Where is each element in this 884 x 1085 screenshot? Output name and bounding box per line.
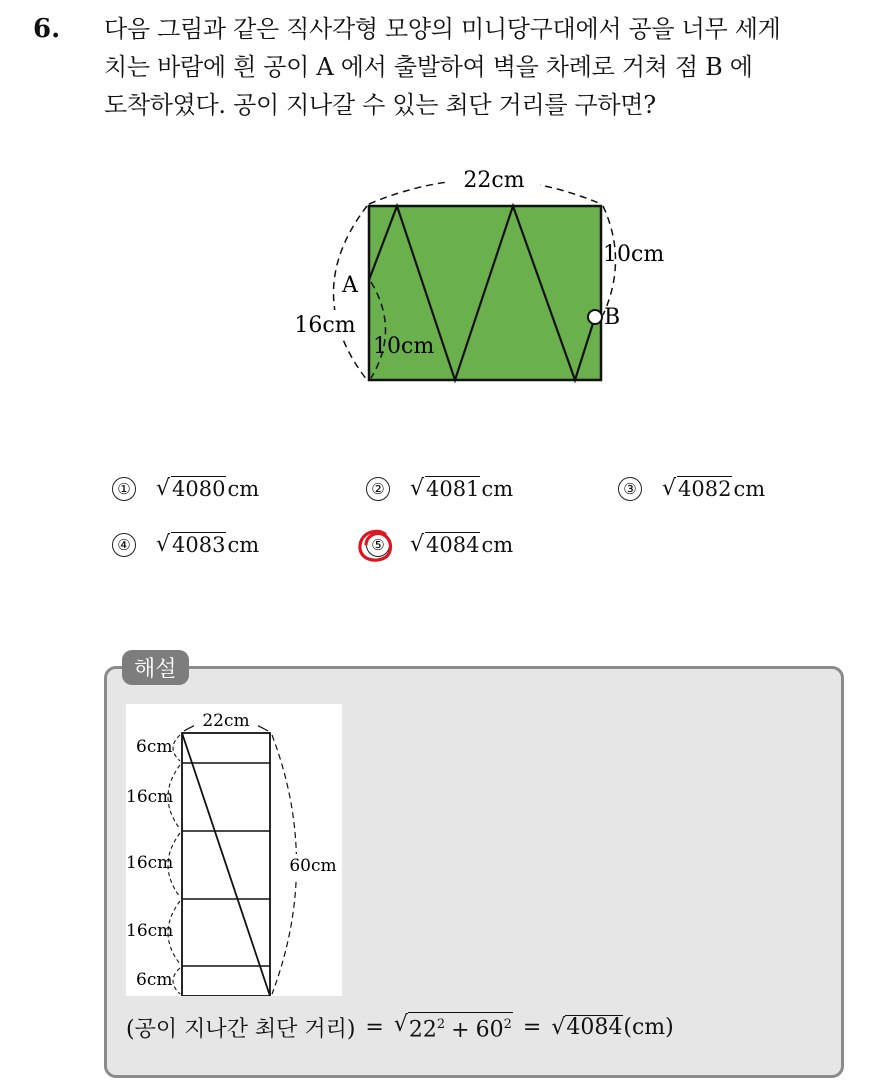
unit: cm — [227, 476, 260, 501]
unit: cm — [733, 476, 766, 501]
segment-label: 16cm — [126, 853, 174, 873]
solution-figure — [126, 704, 342, 996]
question-number: 6. — [33, 14, 61, 44]
choice-number: ③ — [618, 477, 642, 501]
equals-sign: = — [365, 1015, 384, 1040]
left-inner-label: 10cm — [373, 334, 435, 359]
sqrt-expression: √ $22^2 + 60^2$ — [393, 1012, 512, 1043]
sqrt-expression: √ 4083 — [156, 532, 226, 557]
exponent: 2 — [503, 1017, 512, 1033]
radicand: 4080 — [172, 477, 226, 501]
question-line: 치는 바람에 흰 공이 A 에서 출발하여 벽을 차례로 거쳐 점 B 에 — [104, 53, 753, 81]
radicand: 4084 — [566, 1015, 623, 1040]
sqrt-expression: √ 4084 — [410, 532, 480, 557]
question-text — [104, 10, 864, 124]
segment-label: 6cm — [136, 737, 173, 757]
billiard-figure — [270, 160, 690, 400]
unfolded-diagram — [126, 704, 342, 996]
question-line: 다음 그림과 같은 직사각형 모양의 미니당구대에서 공을 너무 세게 — [104, 15, 781, 43]
choice-3[interactable] — [618, 476, 765, 501]
sqrt-expression: √ 4080 — [156, 476, 226, 501]
top-width-label: 22cm — [202, 711, 250, 731]
choice-number: ② — [366, 477, 390, 501]
segment-label: 6cm — [136, 970, 173, 990]
width-label: 22cm — [463, 168, 525, 193]
unit: cm — [481, 532, 514, 557]
radicand: 4084 — [426, 533, 480, 557]
choice-4[interactable] — [112, 532, 259, 557]
radicand-part: 22 — [408, 1017, 437, 1043]
solution-tag: 해설 — [122, 650, 189, 685]
answer-circle-mark — [355, 526, 395, 566]
segment-label: 16cm — [126, 921, 174, 941]
unit: cm — [227, 532, 260, 557]
segment-label: 16cm — [126, 787, 174, 807]
solution-equation — [126, 1012, 674, 1043]
choice-2[interactable] — [366, 476, 513, 501]
equals-sign: = — [522, 1015, 542, 1040]
choice-number: ④ — [112, 533, 136, 557]
unit: cm — [481, 476, 514, 501]
point-b-ball — [588, 310, 602, 324]
sqrt-expression: √ 4081 — [410, 476, 480, 501]
choice-number: ① — [112, 477, 136, 501]
point-a-label: A — [342, 273, 358, 298]
sqrt-expression: √ 4084 — [551, 1015, 623, 1040]
right-label: 10cm — [603, 242, 665, 267]
radicand: 4083 — [172, 533, 226, 557]
radicand: 4081 — [426, 477, 480, 501]
choice-number: ⑤ — [366, 533, 390, 557]
sqrt-expression: √ 4082 — [662, 476, 732, 501]
question-line: 도착하였다. 공이 지나갈 수 있는 최단 거리를 구하면? — [104, 91, 656, 119]
total-length-label: 60cm — [289, 856, 337, 876]
radicand: 4082 — [678, 477, 732, 501]
point-b-label: B — [604, 305, 621, 330]
choice-1[interactable] — [112, 476, 259, 501]
plus-sign: + — [451, 1017, 470, 1043]
height-label: 16cm — [294, 313, 356, 338]
exponent: 2 — [436, 1017, 446, 1033]
shortest-path-line — [182, 733, 270, 996]
radicand-part: 60 — [475, 1017, 504, 1043]
equation-lhs: (공이 지나간 최단 거리) — [126, 1017, 356, 1042]
unit: (cm) — [623, 1015, 674, 1040]
